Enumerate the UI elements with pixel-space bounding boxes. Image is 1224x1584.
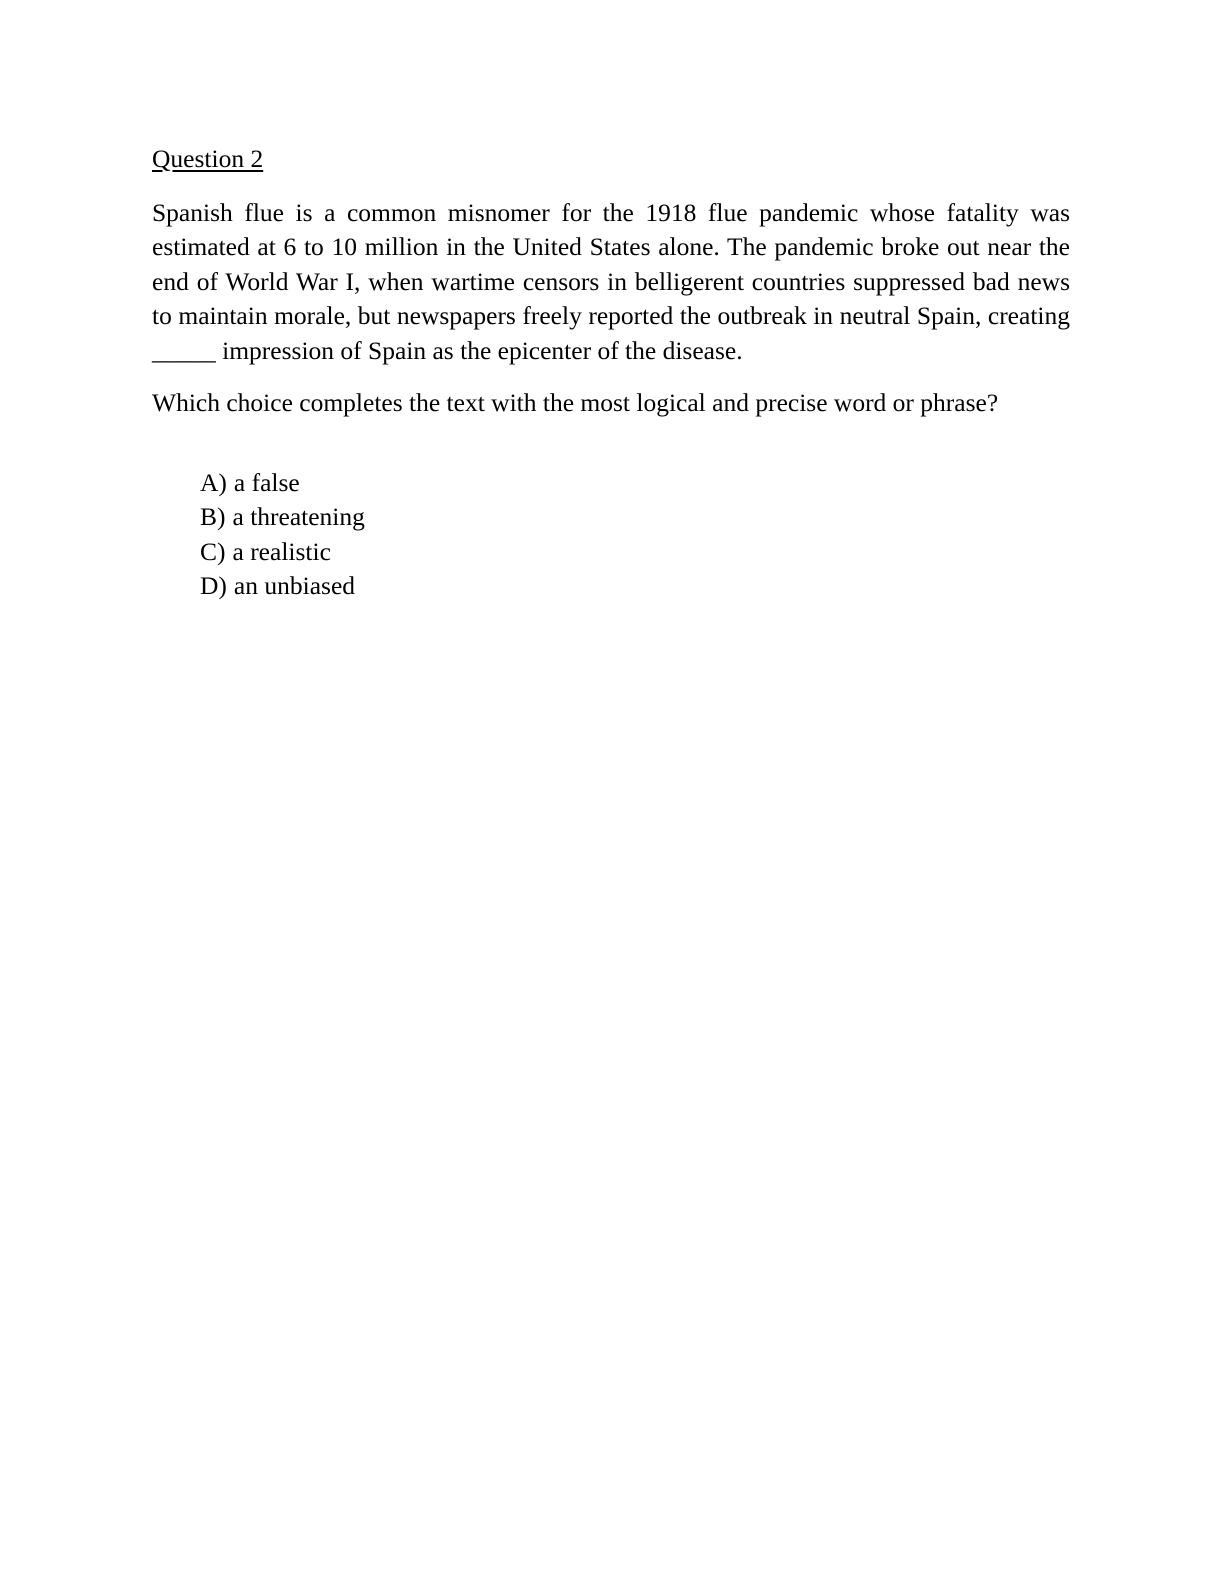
option-a-text: a false <box>233 467 300 497</box>
passage-text-after-blank: impression of Spain as the epicenter of the disease. <box>215 335 743 365</box>
answer-options-list <box>152 466 1070 604</box>
option-b <box>200 500 1070 535</box>
option-a <box>200 466 1070 501</box>
option-b-letter: B) <box>200 502 226 531</box>
option-d <box>200 569 1070 604</box>
passage-paragraph <box>152 196 1070 369</box>
option-c-letter: C) <box>200 536 226 566</box>
option-c-text: a realistic <box>232 536 331 566</box>
question-prompt: Which choice completes the text with the most logical and precise word or phrase? <box>152 388 999 417</box>
passage-text-before-blank: Spanish flue is a common misnomer for the 1918 flue pandemic whose fatality was estimated at 6 to 10 million in the United States alone. The pandemic broke out near the end of World War I, when wartime censors in belligerent countries suppressed bad news to maintain morale, but newspapers freely reported the outbreak in neutral Spain, creating <box>152 197 1070 330</box>
option-b-text: a threatening <box>232 502 365 531</box>
question-heading: Question 2 <box>152 144 264 173</box>
option-c <box>200 535 1070 570</box>
answer-blank: _____ <box>152 335 216 365</box>
option-d-letter: D) <box>200 571 227 600</box>
option-a-letter: A) <box>200 467 227 497</box>
option-d-text: an unbiased <box>233 571 356 600</box>
